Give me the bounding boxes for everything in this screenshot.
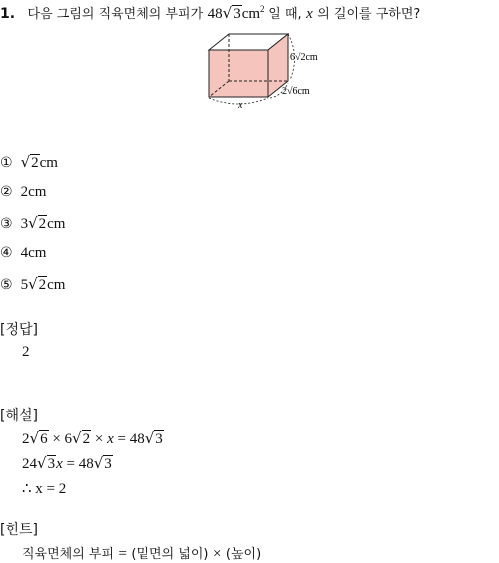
- cuboid-front-face: [209, 50, 268, 97]
- solution-line-1: [22, 429, 164, 448]
- choice-unit: cm: [47, 277, 66, 293]
- answer-value: 2: [22, 344, 30, 360]
- sol1-b-rad: 2: [82, 431, 91, 447]
- choice-coef: 2: [20, 184, 29, 200]
- sol1-r-rad: 3: [155, 431, 163, 447]
- choice-value: [21, 184, 47, 200]
- choice-value: [21, 155, 58, 171]
- choice-marker: ⑤: [0, 277, 13, 293]
- sol1-a-rad: 6: [40, 431, 48, 447]
- choice-2[interactable]: [0, 184, 46, 201]
- choice-value: [21, 216, 66, 232]
- hint-text-2: (밑면의 넓이): [131, 547, 209, 562]
- solution-line-2: [22, 454, 113, 473]
- choice-unit: cm: [28, 184, 47, 200]
- sol1-r-coef: 48: [129, 431, 145, 447]
- solution-heading: [해설]: [0, 408, 38, 424]
- question-text-before: 다음 그림의 직육면체의 부피가: [27, 7, 204, 22]
- choice-marker: ②: [0, 184, 13, 200]
- choice-marker: ④: [0, 245, 13, 261]
- choice-5[interactable]: [0, 275, 65, 294]
- choice-rad: 2: [38, 216, 47, 232]
- hint-times: ×: [212, 546, 222, 562]
- sol2-r-rad: 3: [104, 456, 112, 472]
- question-number: 1.: [0, 6, 16, 22]
- choice-rad: 2: [31, 155, 39, 171]
- hint-line: [22, 543, 261, 563]
- hint-heading: [힌트]: [0, 522, 38, 538]
- label-depth: 2√6cm: [282, 86, 310, 97]
- sol1-b-coef: 6: [64, 431, 73, 447]
- choice-unit: cm: [47, 216, 66, 232]
- choice-coef: 5: [20, 277, 29, 293]
- volume-expression: [208, 6, 269, 22]
- volume-coef: 48: [207, 6, 223, 22]
- sol2-sqrt: √3: [37, 454, 56, 472]
- choice-1[interactable]: [0, 153, 58, 172]
- sol1-r-sqrt: √3: [144, 429, 163, 447]
- volume-exp: 2: [260, 4, 265, 14]
- question-text-after: 일 때,: [268, 7, 302, 22]
- question-text-end: 의 길이를 구하면?: [317, 7, 421, 22]
- answer-heading: [정답]: [0, 322, 38, 338]
- sol2-coef: 24: [22, 456, 37, 472]
- sol2-r-sqrt: √3: [93, 454, 112, 472]
- sol1-times-2: ×: [94, 431, 104, 447]
- sol1-a-coef: 2: [22, 431, 30, 447]
- choice-unit: cm: [39, 155, 58, 171]
- choice-sqrt: √2: [28, 214, 47, 232]
- sol2-rad: 3: [47, 456, 56, 472]
- sol2-eq: =: [66, 456, 75, 472]
- hint-text-1: 직육면체의 부피: [22, 547, 115, 562]
- hint-eq: =: [118, 546, 127, 562]
- choice-rad: 2: [38, 277, 47, 293]
- label-side: 6√2cm: [290, 52, 318, 63]
- question-line: [0, 3, 420, 23]
- volume-rad: 3: [233, 6, 241, 22]
- choice-value: [21, 277, 66, 293]
- choice-sqrt: √2: [20, 153, 39, 171]
- choice-coef: 4: [20, 245, 29, 261]
- sol1-b-sqrt: √2: [72, 429, 91, 447]
- cuboid-figure: [200, 30, 340, 110]
- sol1-a-sqrt: √6: [29, 429, 48, 447]
- sol2-r-coef: 48: [78, 456, 94, 472]
- volume-unit: cm: [241, 6, 261, 22]
- volume-sqrt: √3: [222, 4, 241, 22]
- solution-line-3: ∴ x = 2: [22, 481, 67, 497]
- sol1-eq: =: [117, 431, 126, 447]
- choice-unit: cm: [28, 245, 47, 261]
- choice-marker: ①: [0, 155, 13, 171]
- question-var: x: [306, 6, 313, 22]
- choice-4[interactable]: [0, 245, 46, 262]
- label-x: x: [238, 100, 243, 110]
- choice-coef: 3: [20, 216, 29, 232]
- sol1-times-1: ×: [52, 431, 61, 447]
- sol2-x: x: [56, 456, 63, 472]
- choice-marker: ③: [0, 216, 13, 232]
- choice-3[interactable]: [0, 214, 65, 233]
- choice-sqrt: √2: [28, 275, 47, 293]
- hint-text-3: (높이): [225, 547, 262, 562]
- choice-value: [21, 245, 47, 261]
- sol1-x: x: [107, 431, 114, 447]
